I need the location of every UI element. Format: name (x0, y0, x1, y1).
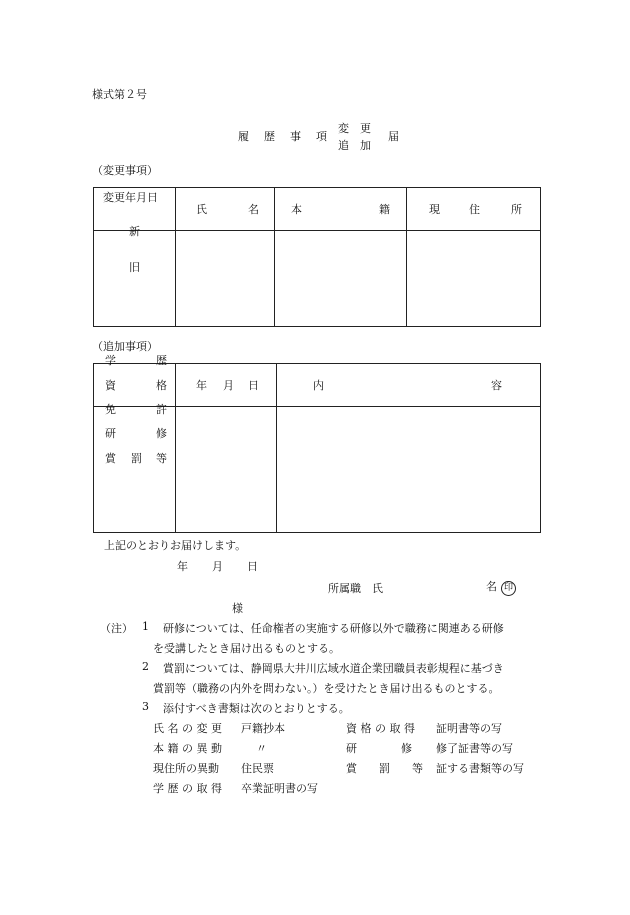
header-name: 氏 名 (176, 188, 275, 231)
declaration: 上記のとおりお届けします。 (104, 539, 247, 552)
note-text: 賞罰については、静岡県大井川広域水道企業団職員表彰規程に基づき (163, 662, 504, 675)
row-label-old: 旧 (129, 261, 140, 274)
attachment-item: 現住所の異動 (153, 762, 219, 775)
attachment-doc: 〃 (256, 742, 267, 755)
title-stack-top: 変 更 (338, 122, 371, 135)
row-label-change-date: 変更年月日 (103, 191, 158, 204)
attachment-item: 資 格 の 取 得 (346, 722, 415, 735)
row-label-education: 学 (105, 354, 116, 367)
change-section-heading: （変更事項） (92, 164, 158, 177)
change-table (93, 187, 541, 327)
attachment-item: 氏 名 の 変 更 (153, 722, 222, 735)
note-text: 研修については、任命権者の実施する研修以外で職務に関連ある研修 (163, 622, 504, 635)
attachment-item: 本 籍 の 異 動 (153, 742, 222, 755)
signature-affiliation: 所属職 氏 (328, 582, 383, 595)
note-text: 賞罰等（職務の内外を問わない。）を受けたとき届け出るものとする。 (153, 682, 500, 695)
change-address-cell[interactable] (407, 231, 541, 327)
title-char: 項 (316, 130, 327, 143)
attachment-item: 学 歴 の 取 得 (153, 782, 222, 795)
attachment-doc: 修了証書等の写 (436, 742, 513, 755)
header-date: 年 月 日 (176, 364, 277, 407)
attachment-doc: 証明書等の写 (436, 722, 502, 735)
attachment-doc: 証する書類等の写 (436, 762, 524, 775)
header-domicile: 本 籍 (275, 188, 407, 231)
row-label-new: 新 (129, 225, 140, 238)
seal-mark: 印 (501, 581, 516, 596)
note-number: 1 (142, 620, 149, 633)
notes-label: （注） (100, 622, 133, 635)
addressee: 様 (232, 602, 243, 615)
header-address: 現 住 所 (407, 188, 541, 231)
note-number: 2 (142, 660, 149, 673)
row-label-training: 研 (105, 427, 116, 440)
change-domicile-cell[interactable] (275, 231, 407, 327)
note-number: 3 (142, 700, 149, 713)
row-label-license: 免 (105, 403, 116, 416)
title-char: 歴 (264, 130, 275, 143)
attachment-item: 研 修 (346, 742, 412, 755)
note-text: 添付すべき書類は次のとおりとする。 (163, 702, 350, 715)
attachment-doc: 住民票 (241, 762, 274, 775)
note-text: を受講したとき届け出るものとする。 (153, 642, 340, 655)
title-char: 事 (290, 130, 301, 143)
addition-row-labels: 学 歴 資 格 免 許 研 修 賞 罰 等 (94, 407, 176, 533)
title-stack-bottom: 追 加 (338, 139, 371, 152)
attachment-doc: 戸籍抄本 (241, 722, 285, 735)
header-content: 内 容 (277, 364, 541, 407)
row-label-qualification: 資 (105, 379, 116, 392)
title-char: 届 (388, 130, 399, 143)
row-label-awards: 賞 (105, 452, 116, 465)
title-char: 履 (238, 130, 249, 143)
change-row-labels (94, 191, 176, 327)
attachment-item: 賞 罰 等 (346, 762, 423, 775)
attachment-doc: 卒業証明書の写 (241, 782, 318, 795)
form-number: 様式第２号 (92, 88, 147, 101)
addition-date-cell[interactable] (176, 407, 277, 533)
addition-section-heading: （追加事項） (92, 340, 158, 353)
addition-table (93, 354, 541, 533)
addition-content-cell[interactable] (277, 407, 541, 533)
change-name-cell[interactable] (176, 231, 275, 327)
signature-name: 名 印 (486, 578, 516, 596)
